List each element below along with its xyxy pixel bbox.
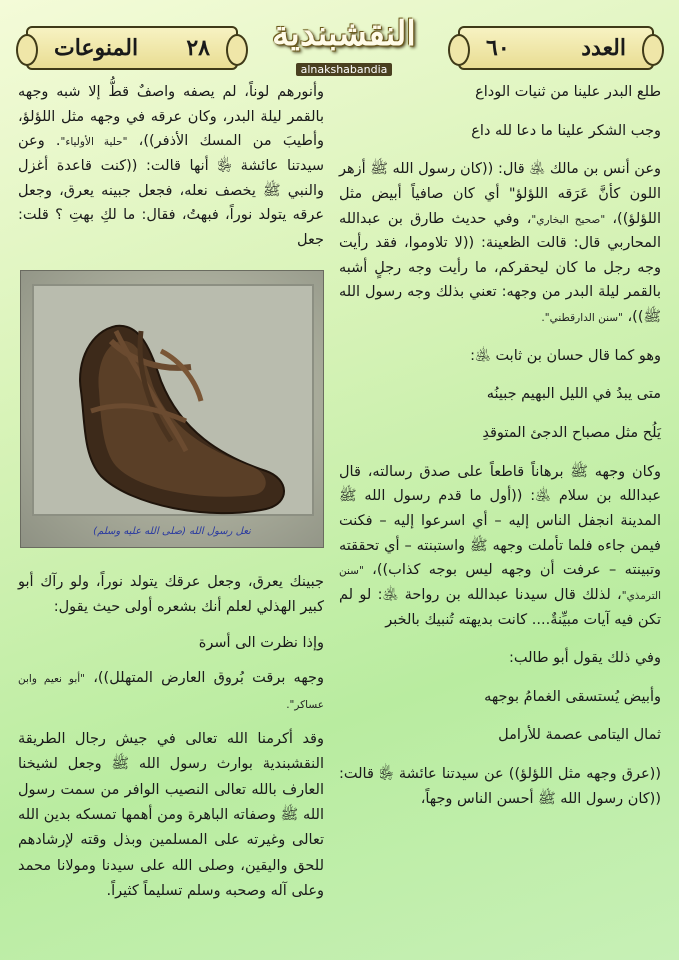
sandal-photo [20,270,324,548]
verse-line: وجب الشكر علينا ما دعا لله داع [471,122,661,139]
paragraph: وكان وجهه ﷺ برهاناً قاطعاً على صدق رسالته، قال عبدالله بن سلام ﵁: ((أول ما قدم رسول الله ﷺ المدينة انجفل الناس إليه – أي اسرعوا إليه – فكنت فيمن جاءه فلما تأملت وجهه ﷺ واستبنته – أي تحققته وتبينته – عرفت أن وجهه ليس بوجه كذاب))، "سنن الترمذي"، لذلك قال سيدنا عبدالله بن رواحة ﵁: لو لم تكن فيه آيات مبيِّنةٌ.... كانت بديهته تُنبيك بالخبر [339,463,661,628]
page-section-banner [26,26,238,70]
left-column-top [18,80,324,266]
logo-text: النقشبندية [272,14,416,54]
verse-line: يَلُح مثل مصباح الدجئ المتوقدِ [482,425,661,442]
verse-line: متى يبدُ في الليل البهيم جبينُه [486,386,661,403]
section-title: المنوعات [54,35,139,61]
page-number: ٢٨ [186,35,210,61]
paragraph: وأنورهم لوناً، لم يصفه واصفٌ قطُّ إلا شبه وجهه بالقمر ليلة البدر، وكان عرقه في وجهه مثل اللؤلؤ، وأطيبَ من المسك الأذفر))، "حلية الأولياء". وعن سيدتنا عائشة ﵂ أنها قالت: ((كنت قاعدة أغزل والنبي ﷺ يخصف نعله، فجعل جبينه يعرق، وجعل عرقه يتولد نوراً، فبهتُ، فقال: ما لكِ بهتِ ؟ قلت: جعل [18,84,325,248]
issue-banner [458,26,654,70]
paragraph: وهو كما قال حسان بن ثابت ﵁: [470,347,661,364]
magazine-logo [244,10,444,76]
verse-line: طلع البدر علينا من ثنيات الوداع [475,84,661,100]
source-citation: "أبو نعيم وابن عساكر". [18,673,324,711]
verse-line: ثمال اليتامى عصمة للأرامل [498,727,661,744]
right-column [339,80,661,825]
source-citation: "حلية الأولياء" [60,136,128,149]
source-citation: "سنن الترمذي" [339,565,661,602]
verse-line: وأبيض يُستسقى الغمامُ بوجهه [484,688,661,705]
photo-caption: نعل رسول الله (صلى الله عليه وسلم) [93,526,251,537]
verse-line: وإذا نظرت الى أسرة [198,634,324,651]
paragraph: وعن أنس بن مالك ﵁ قال: ((كان رسول الله ﷺ أزهر اللون كأنَّ عَرَقه اللؤلؤ" أي كان صافياً أبيض مثل اللؤلؤ))، "صحيح البخاري"، وفي حديث طارق بن عبدالله المحاربي قال: قالت الظعينة: ((لا تلاوموا، فقد رأيت وجه رجل ما كان ليحقركم، ما رأيت وجه رجلٍ أشبه بالقمر ليلة البدر من وجهه: تعني بذلك وجه رسول الله ﷺ))، "سنن الدارقطني". [339,161,661,326]
logo-site: alnakshabandia [296,63,393,76]
left-column-bottom [18,570,324,915]
paragraph: ((عرق وجهه مثل اللؤلؤ)) عن سيدتنا عائشة ﵂ قالت: ((كان رسول الله ﷺ أحسن الناس وجهاً، [339,766,661,807]
paragraph: وقد أكرمنا الله تعالى في جيش رجال الطريقة النقشبندية بوارث رسول الله ﷺ وجعل لشيخنا العارف بالله تعالى النصيب الوافر من سمت رسول الله ﷺ وصفاته الباهرة ومن أهمها تمسكه بدين الله تعالى وغيرته على المسلمين وبذل وقته لإرشادهم للحق واليقين، وصلى الله على سيدنا ومولانا محمد وعلى آله وصحبه وسلم تسليماً كثيراً. [18,730,324,900]
paragraph: وفي ذلك يقول أبو طالب: [508,650,661,667]
paragraph: وجهه برقت بُروق العارض المتهلل))، "أبو نعيم وابن عساكر". [18,670,324,711]
source-citation: "سنن الدارقطني". [541,312,623,325]
issue-number: ٦٠ [486,35,510,61]
paragraph: جبينك يعرق، وجعل عرقك يتولد نوراً، ولو رآك أبو كبير الهذلي لعلم أنك بشعره أولى حيث يقول: [18,574,324,616]
page-header [0,10,679,80]
source-citation: "صحيح البخاري" [531,213,606,226]
issue-label: العدد [581,35,626,61]
sandal-illustration [21,271,324,548]
